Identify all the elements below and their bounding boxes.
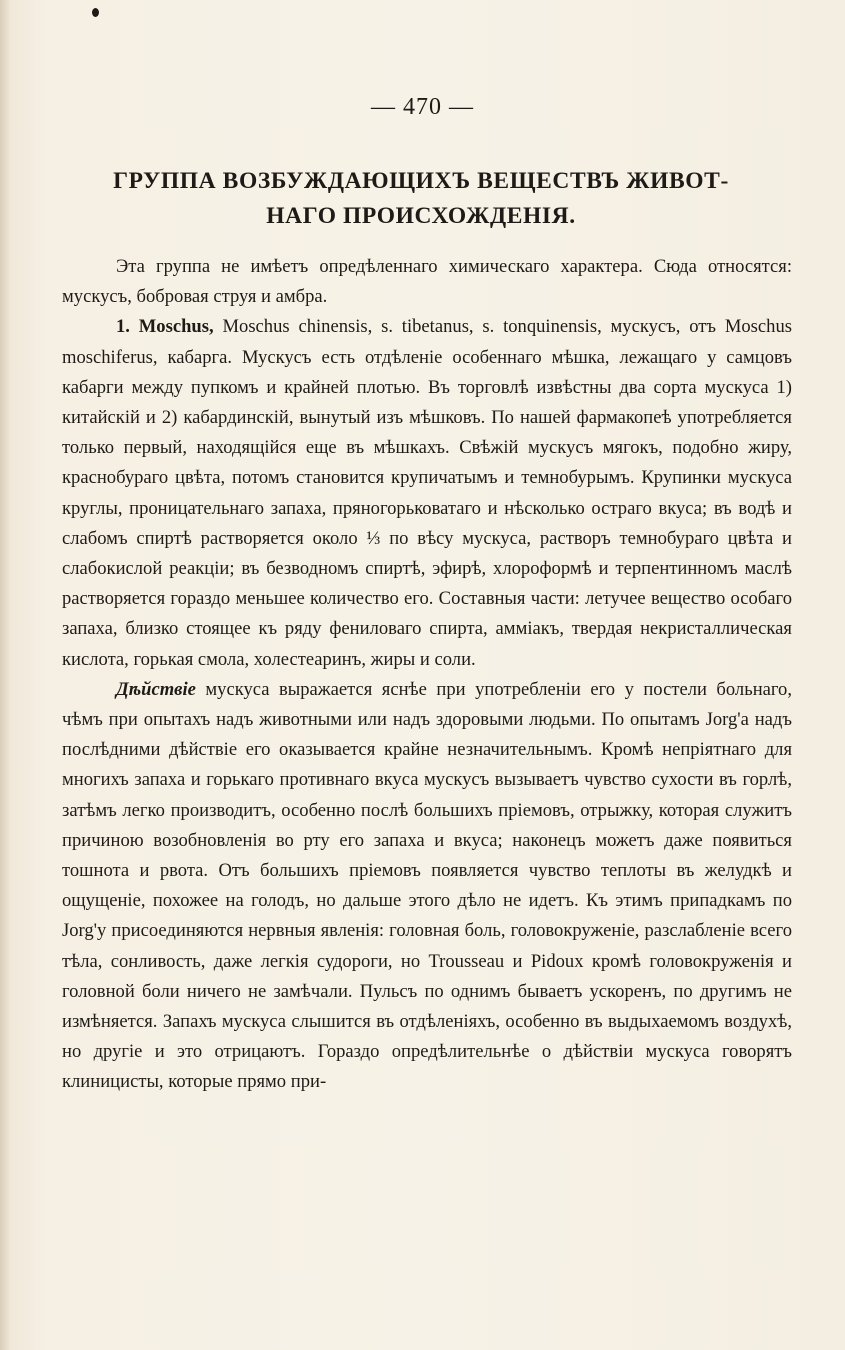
page-number: — 470 — bbox=[371, 94, 474, 120]
paragraph-action bbox=[62, 675, 792, 1098]
section-heading bbox=[66, 164, 776, 234]
action-lead: Дѣйствіе bbox=[116, 678, 196, 700]
paragraph-moschus bbox=[62, 312, 792, 674]
moschus-text: Moschus chinensis, s. tibetanus, s. tonquinensis, мускусъ, отъ Moschus moschiferus, кабарга. Мускусъ есть отдѣленіе особеннаго мѣшка, лежащаго у самцовъ кабарги между пупкомъ и крайней плотью. Въ торговлѣ извѣстны два сорта мускуса 1) китайскій и 2) кабардинскій, вынутый изъ мѣшковъ. По нашей фармакопеѣ употребляется только первый, находящійся еще въ мѣшкахъ. Свѣжій мускусъ мягокъ, подобно жиру, краснобураго цвѣта, потомъ становится крупичатымъ и темнобурымъ. Крупинки мускуса круглы, проницательнаго запаха, пряногорьковатаго и нѣсколько остраго вкуса; въ водѣ и слабомъ спиртѣ растворяется около ⅓ по вѣсу мускуса, растворъ темнобураго цвѣта и слабокислой реакціи; въ безводномъ спиртѣ, эфирѣ, хлороформѣ и терпентинномъ маслѣ растворяется гораздо меньшее количество его. Составныя части: летучее вещество особаго запаха, близко стоящее къ ряду фениловаго спирта, амміакъ, твердая некристаллическая кислота, горькая смола, холестеаринъ, жиры и соли. bbox=[62, 316, 793, 670]
ink-dot-mark bbox=[92, 8, 99, 17]
heading-line-1: ГРУППА ВОЗБУЖДАЮЩИХЪ ВЕЩЕСТВЪ ЖИВОТ- bbox=[113, 168, 729, 194]
moschus-lead: 1. Moschus, bbox=[116, 316, 214, 338]
paragraph-intro: Эта группа не имѣетъ опредѣленнаго химическаго характера. Сюда относятся: мускусъ, бобровая струя и амбра. bbox=[62, 256, 792, 308]
page-spine-shadow bbox=[0, 0, 10, 1350]
action-text: мускуса выражается яснѣе при употребленіи его у постели больнаго, чѣмъ при опытахъ надъ животными или надъ здоровыми людьми. По опытамъ Jorg'а надъ послѣдними дѣйствіе его оказывается крайне незначительнымъ. Кромѣ непріятнаго для многихъ запаха и горькаго противнаго вкуса мускусъ вызываетъ чувство сухости въ горлѣ, затѣмъ легко производитъ, особенно послѣ большихъ пріемовъ, отрыжку, которая служитъ причиною возобновленія во рту его запаха и вкуса; наконецъ можетъ даже появиться тошнота и рвота. Отъ большихъ пріемовъ появляется чувство теплоты въ желудкѣ и ощущеніе, похожее на голодъ, но дальше этого дѣло не идетъ. Къ этимъ припадкамъ по Jorg'у присоединяются нервныя явленія: головная боль, головокруженіе, разслабленіе всего тѣла, сонливость, даже легкія судороги, но Trousseau и Pidoux кромѣ головокруженія и головной боли ничего не замѣчали. Пульсъ по однимъ бываетъ ускоренъ, по другимъ не измѣняется. Запахъ мускуса слышится въ отдѣленіяхъ, особенно въ выдыхаемомъ воздухѣ, но другіе и это отрицаютъ. Гораздо опредѣлительнѣе о дѣйствіи мускуса говорятъ клиницисты, которые прямо при- bbox=[62, 678, 792, 1093]
heading-line-2: НАГО ПРОИСХОЖДЕНІЯ. bbox=[266, 203, 576, 229]
body-text bbox=[62, 252, 792, 1098]
